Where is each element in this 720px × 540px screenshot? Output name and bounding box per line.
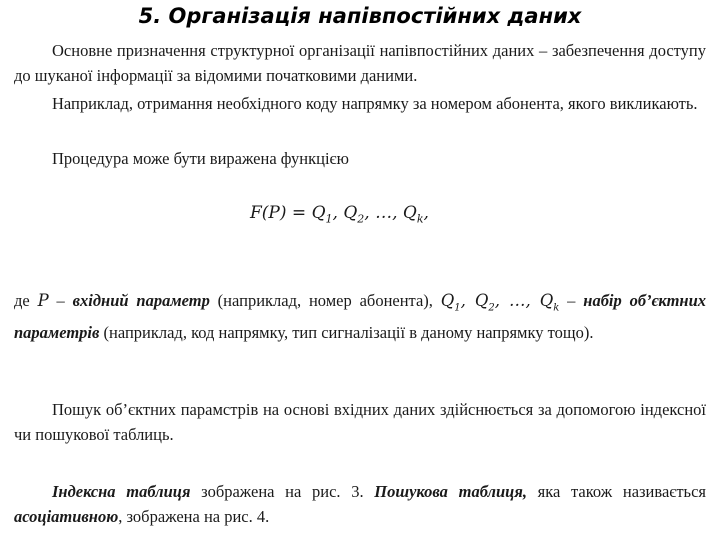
def-math-qk: Q	[539, 291, 554, 310]
formula-dots: …	[375, 203, 393, 223]
def-input-param: вхідний параметр	[72, 291, 210, 310]
def-math	[440, 291, 560, 314]
def-math-sub-1: 1	[454, 302, 461, 314]
paragraph-example-text: Наприклад, отримання необхідного коду напрямку за номером абонента, якого викликають.	[52, 94, 698, 113]
formula-sep: ,	[392, 203, 403, 223]
formula-end: ,	[423, 203, 429, 223]
formula-sub-1: 1	[325, 212, 333, 226]
paragraph-search-text: Пошук об’єктних парамстрів на основі вхідних даних здійснюється за допомогою індексної чи пошукової таблиць.	[14, 400, 706, 444]
paragraph-example	[14, 91, 706, 116]
formula	[250, 203, 429, 225]
def-math-sub-k: k	[553, 302, 560, 314]
def-math-q2: Q	[474, 291, 489, 310]
page-title: 5. Організація напівпостійних даних	[138, 4, 582, 28]
paragraph-purpose	[14, 38, 706, 88]
formula-sub-k: k	[416, 212, 424, 226]
formula-q1: Q	[311, 203, 326, 223]
paragraph-procedure	[14, 146, 706, 171]
formula-qk: Q	[402, 203, 417, 223]
tables-text: яка також називається	[526, 482, 706, 501]
def-math-sub-2: 2	[488, 302, 495, 314]
def-math-q1: Q	[440, 291, 455, 310]
formula-lhs: F(P) =	[250, 203, 312, 223]
def-math-sep: ,	[525, 291, 540, 310]
term-search-table: Пошукова таблиця,	[374, 482, 527, 501]
def-math-dots: …	[509, 291, 526, 310]
def-text: де	[14, 291, 38, 310]
tables-text: , зображена на рис. 4.	[118, 507, 270, 526]
term-associative: асоціативною	[14, 507, 119, 526]
def-object-params: набір об’єктних параметрів	[14, 291, 707, 343]
paragraph-purpose-text: Основне призначення структурної організації напівпостійних даних – забезпечення доступу до шуканої інформації за відомими початковими даними.	[14, 41, 706, 85]
formula-sep: ,	[364, 203, 376, 223]
def-var-p: P	[37, 291, 49, 310]
paragraph-procedure-text: Процедура може бути виражена функцією	[52, 149, 349, 168]
def-math-sep: ,	[494, 291, 510, 310]
formula-sep: ,	[332, 203, 344, 223]
term-index-table: Індексна таблиця	[52, 482, 191, 501]
tables-text: зображена на рис. 3.	[190, 482, 375, 501]
def-dash: –	[48, 291, 73, 310]
paragraph-search	[14, 397, 706, 447]
formula-sub-2: 2	[357, 212, 365, 226]
def-text: (наприклад, код напрямку, тип сигналізації в даному напрямку тощо).	[99, 323, 594, 343]
paragraph-tables	[14, 479, 706, 529]
def-text: (наприклад, номер абонента),	[209, 291, 441, 310]
def-math-sep: ,	[460, 291, 475, 310]
formula-q2: Q	[343, 203, 358, 223]
paragraph-definition	[14, 288, 706, 345]
def-dash: –	[559, 291, 584, 310]
